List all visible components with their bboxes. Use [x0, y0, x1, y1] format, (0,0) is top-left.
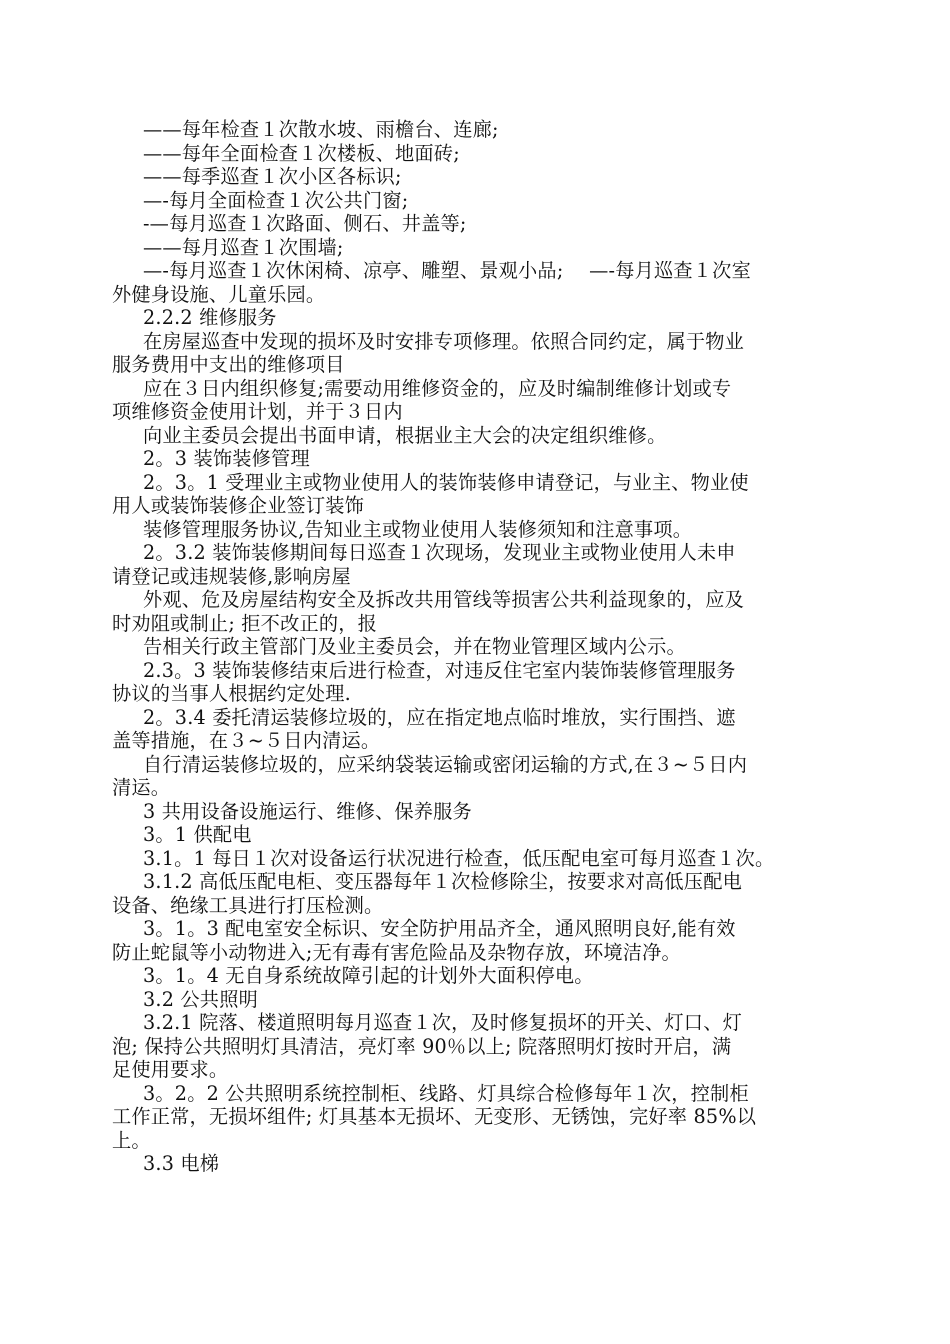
text-line: 装修管理服务协议,告知业主或物业使用人装修须知和注意事项。	[143, 517, 693, 541]
text-line: ——每年全面检查１次楼板、地面砖;	[143, 141, 460, 165]
text-line: 3.2 公共照明	[143, 987, 258, 1011]
text-line: 外健身设施、儿童乐园。	[112, 282, 326, 306]
text-line: 3。1。3 配电室安全标识、安全防护用品齐全，通风照明良好,能有效	[143, 917, 736, 940]
text-line: 工作正常，无损坏组件; 灯具基本无损坏、无变形、无锈蚀，完好率 85%以	[112, 1105, 757, 1128]
text-line: 足使用要求。	[112, 1058, 229, 1081]
text-line: —-每月全面检查１次公共门窗;	[143, 188, 409, 212]
document-body	[112, 118, 852, 1176]
text-line: 2.3。3 装饰装修结束后进行检查，对违反住宅室内装饰装修管理服务	[143, 658, 736, 682]
text-line: 2。3 装饰装修管理	[143, 447, 310, 470]
text-line: 2。3。1 受理业主或物业使用人的装饰装修申请登记，与业主、物业使	[143, 470, 749, 494]
text-line: 自行清运装修垃圾的，应采纳袋装运输或密闭运输的方式,在３~５日内	[143, 752, 748, 776]
text-line: 外观、危及房屋结构安全及拆改共用管线等损害公共利益现象的，应及	[143, 588, 745, 611]
text-line: 3.2.1 院落、楼道照明每月巡查１次，及时修复损坏的开关、灯口、灯	[143, 1011, 742, 1034]
text-line: 3.3 电梯	[143, 1152, 220, 1175]
text-line: 2。3.2 装饰装修期间每日巡查１次现场，发现业主或物业使用人未申	[143, 541, 736, 564]
text-line: 应在３日内组织修复;需要动用维修资金的，应及时编制维修计划或专	[143, 376, 732, 400]
text-line: 防止蛇鼠等小动物进入;无有毒有害危险品及杂物存放，环境洁净。	[112, 940, 681, 964]
text-line: 3。1 供配电	[143, 823, 252, 846]
text-line: 时劝阻或制止; 拒不改正的，报	[112, 611, 378, 635]
text-line: 3 共用设备设施运行、维修、保养服务	[143, 799, 472, 823]
text-line: 设备、绝缘工具进行打压检测。	[112, 893, 384, 917]
text-line: ——每季巡查１次小区各标识;	[143, 165, 402, 188]
text-line: 3.1.2 高低压配电柜、变压器每年１次检修除尘，按要求对高低压配电	[143, 870, 742, 893]
text-line: 盖等措施，在３~５日内清运。	[112, 729, 381, 752]
text-line: 3.1。1 每日１次对设备运行状况进行检查，低压配电室可每月巡查１次。	[143, 846, 775, 870]
text-line: 2.2.2 维修服务	[143, 306, 277, 329]
text-line: -—每月巡查１次路面、侧石、井盖等;	[143, 212, 467, 235]
text-line: 3。2。2 公共照明系统控制柜、线路、灯具综合检修每年１次，控制柜	[143, 1081, 749, 1105]
text-line: ——每年检查１次散水坡、雨檐台、连廊;	[143, 118, 499, 141]
text-line: 请登记或违规装修,影响房屋	[112, 564, 351, 588]
text-line: 泡; 保持公共照明灯具清洁，亮灯率 90％以上; 院落照明灯按时开启，满	[112, 1034, 732, 1058]
text-line: —-每月巡查１次休闲椅、凉亭、雕塑、景观小品; —-每月巡查１次室	[143, 259, 751, 282]
text-line: 向业主委员会提出书面申请，根据业主大会的决定组织维修。	[143, 423, 667, 447]
text-line: 清运。	[112, 776, 171, 799]
text-line: 2。3.4 委托清运装修垃圾的，应在指定地点临时堆放，实行围挡、遮	[143, 705, 736, 729]
text-line: 在房屋巡查中发现的损坏及时安排专项修理。依照合同约定，属于物业	[143, 329, 745, 353]
text-line: 用人或装饰装修企业签订装饰	[112, 494, 365, 517]
text-line: 项维修资金使用计划，并于３日内	[112, 400, 403, 423]
text-line: 服务费用中支出的维修项目	[112, 353, 345, 376]
text-line: ——每月巡查１次围墙;	[143, 235, 344, 259]
text-line: 告相关行政主管部门及业主委员会，并在物业管理区域内公示。	[143, 635, 686, 658]
text-line: 上。	[112, 1128, 151, 1152]
text-line: 协议的当事人根据约定处理.	[112, 682, 351, 705]
text-line: 3。1。4 无自身系统故障引起的计划外大面积停电。	[143, 964, 594, 987]
